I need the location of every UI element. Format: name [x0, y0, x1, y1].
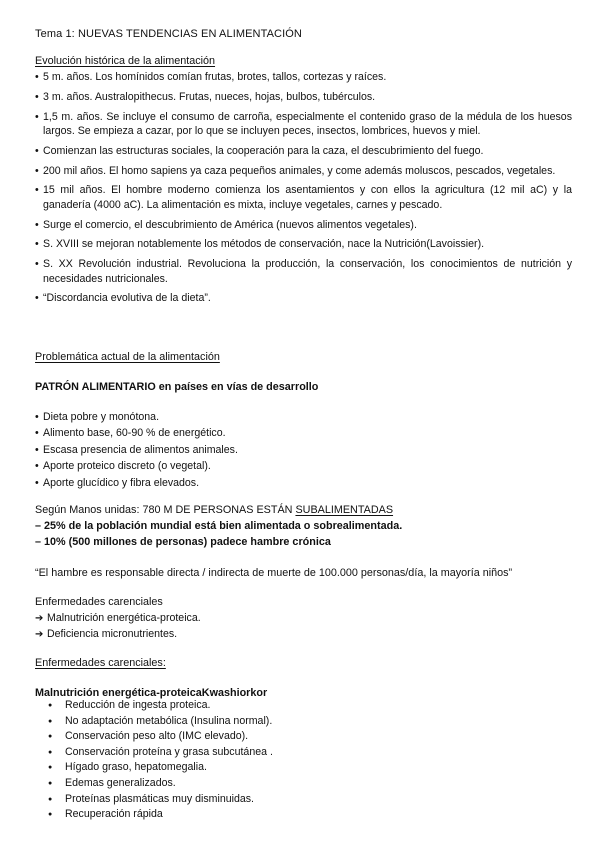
stat-line: – 10% (500 millones de personas) padece hambre crónica: [35, 536, 331, 548]
list-item: ● Conservación peso alto (IMC elevado).: [48, 729, 273, 745]
diseases-arrow-list: [35, 611, 201, 642]
list-item: • S. XX Revolución industrial. Revoluciona la producción, la conservación, los conocimientos de nutrición y necesidades nutricionales.: [35, 257, 572, 286]
un-statement-text: Según Manos unidas: 780 M DE PERSONAS ESTÁN: [35, 504, 296, 516]
list-item: ● Edemas generalizados.: [48, 776, 273, 792]
list-item: ● Recuperación rápida: [48, 807, 273, 823]
list-item: • Alimento base, 60-90 % de energético.: [35, 425, 238, 441]
list-item: • 1,5 m. años. Se incluye el consumo de carroña, especialmente el contenido graso de la médula de los huesos largos. Se empieza a cazar, por lo que se incluyen peces, insectos, lombrices, huevos y miel.: [35, 110, 572, 139]
list-item: • Surge el comercio, el descubrimiento de América (nuevos alimentos vegetales).: [35, 218, 572, 232]
section-heading-current: Problemática actual de la alimentación: [35, 351, 220, 363]
arrow-right-icon: ➔: [35, 628, 44, 640]
un-statement: [35, 504, 393, 516]
list-item: • Comienzan las estructuras sociales, la cooperación para la caza, el descubrimiento del fuego.: [35, 144, 572, 158]
stat-line: – 25% de la población mundial está bien alimentada o sobrealimentada.: [35, 520, 403, 532]
list-item: • S. XVIII se mejoran notablemente los métodos de conservación, nace la Nutrición(Lavoissier).: [35, 237, 572, 251]
list-item: • “Discordancia evolutiva de la dieta”.: [35, 291, 572, 305]
list-item: ➔ Deficiencia micronutrientes.: [35, 627, 201, 643]
hunger-quote: “El hambre es responsable directa / indirecta de muerte de 100.000 personas/día, la mayoría niños”: [35, 567, 513, 579]
pattern-title: PATRÓN ALIMENTARIO en países en vías de desarrollo: [35, 381, 319, 393]
list-item: ● No adaptación metabólica (Insulina normal).: [48, 714, 273, 730]
diseases-heading-2: Enfermedades carenciales:: [35, 657, 166, 669]
section-heading-history: Evolución histórica de la alimentación: [35, 55, 216, 67]
list-item: • 15 mil años. El hombre moderno comienza los asentamientos y con ellos la agricultura (12 mil aC) y la ganadería (4000 aC). La alimentación es mixta, incluye vegetales, carnes y pescado.: [35, 183, 572, 212]
list-item: ● Hígado graso, hepatomegalia.: [48, 760, 273, 776]
list-item: • Escasa presencia de alimentos animales.: [35, 442, 238, 458]
list-item: • 3 m. años. Australopithecus. Frutas, nueces, hojas, bulbos, tubérculos.: [35, 90, 572, 104]
list-item: • 200 mil años. El homo sapiens ya caza pequeños animales, y come además moluscos, pescados, vegetales.: [35, 164, 572, 178]
diseases-heading: Enfermedades carenciales: [35, 596, 163, 608]
list-item: ● Proteínas plasmáticas muy disminuidas.: [48, 792, 273, 808]
list-item: • Aporte glucídico y fibra elevados.: [35, 475, 238, 491]
list-item: • 5 m. años. Los homínidos comían frutas, brotes, tallos, cortezas y raíces.: [35, 70, 572, 84]
arrow-right-icon: ➔: [35, 613, 44, 624]
list-item: • Aporte proteico discreto (o vegetal).: [35, 458, 238, 474]
document-title: Tema 1: NUEVAS TENDENCIAS EN ALIMENTACIÓN: [35, 28, 302, 40]
kwashiorkor-list: [48, 698, 273, 823]
list-item: ● Conservación proteína y grasa subcutánea .: [48, 745, 273, 761]
list-item: • Dieta pobre y monótona.: [35, 409, 238, 425]
un-statement-underlined: SUBALIMENTADAS: [295, 504, 394, 516]
history-list: [35, 70, 572, 311]
kwashiorkor-title: Malnutrición energética-proteicaKwashiorkor: [35, 687, 268, 699]
pattern-list: [35, 409, 238, 491]
list-item: ● Reducción de ingesta proteica.: [48, 698, 273, 714]
list-item: ➔ Malnutrición energética-proteica.: [35, 611, 201, 627]
